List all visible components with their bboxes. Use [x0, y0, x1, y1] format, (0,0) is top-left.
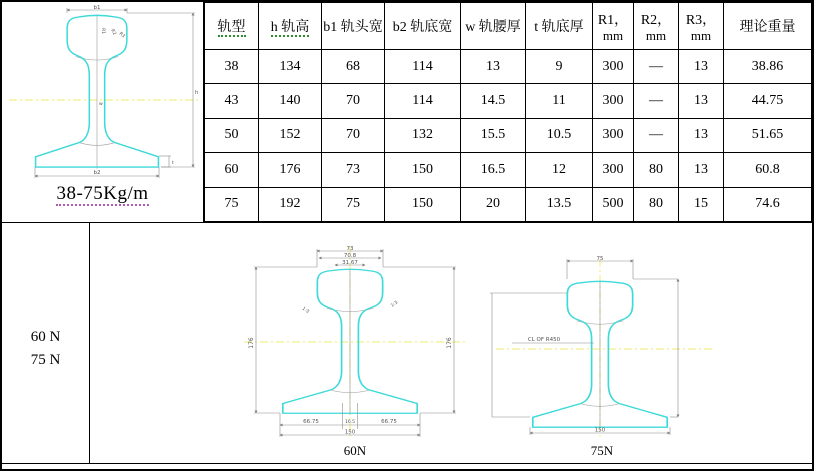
- dim-label: t: [171, 161, 174, 166]
- table-cell: 51.65: [724, 118, 812, 152]
- table-cell: —: [634, 50, 679, 84]
- col-header-2: b1 轨头宽: [322, 3, 385, 50]
- table-row: [205, 187, 812, 221]
- rail-type-label: 75 N: [30, 352, 61, 368]
- col-header-8: R3， mm: [679, 3, 724, 50]
- table-cell: 75: [322, 187, 385, 221]
- table-cell: 11: [526, 84, 593, 118]
- dim-label: 16.5: [344, 420, 356, 425]
- table-cell: 60.8: [724, 153, 812, 187]
- dim-label: R1: [99, 28, 105, 34]
- table-cell: 44.75: [724, 84, 812, 118]
- table-cell: 300: [593, 118, 634, 152]
- overview-caption: 38-75Kg/m: [56, 183, 149, 204]
- table-cell: 13: [679, 84, 724, 118]
- rail-type-list: [2, 223, 90, 463]
- table-cell: 134: [259, 50, 322, 84]
- col-header-5: t 轨底厚: [526, 3, 593, 50]
- table-cell: 12: [526, 153, 593, 187]
- col-header-4: w 轨腰厚: [461, 3, 526, 50]
- table-cell: 150: [385, 153, 461, 187]
- col-header-7: R2， mm: [634, 3, 679, 50]
- dim-label: 75: [596, 256, 604, 262]
- dim-label: 176: [248, 337, 255, 349]
- table-cell: 500: [593, 187, 634, 221]
- dim-label: 150: [344, 429, 356, 436]
- dim-label: w: [98, 102, 103, 107]
- rail-cross-section-overview: [3, 4, 203, 182]
- table-cell: 132: [385, 118, 461, 152]
- col-header-9: 理论重量: [724, 3, 812, 50]
- table-cell: 75: [205, 187, 259, 221]
- dim-label: h: [194, 90, 198, 96]
- table-row: [205, 118, 812, 152]
- bottom-band: [2, 223, 812, 464]
- dim-label: 66.75: [303, 419, 319, 425]
- dim-label: b2: [93, 170, 100, 176]
- dim-label: R2: [108, 28, 117, 37]
- dim-label: 66.75: [381, 419, 397, 425]
- dim-label: 150: [594, 427, 606, 434]
- caption-75n: 75N: [590, 443, 614, 458]
- drawings-area: [90, 223, 812, 463]
- table-cell: 300: [593, 84, 634, 118]
- table-cell: —: [634, 118, 679, 152]
- col-header-1: h 轨高: [259, 3, 322, 50]
- table-cell: 13: [679, 118, 724, 152]
- table-row: [205, 84, 812, 118]
- table-cell: 152: [259, 118, 322, 152]
- dim-label: 1:3: [390, 300, 400, 309]
- table-cell: 80: [634, 153, 679, 187]
- col-header-0: 轨型: [205, 3, 259, 50]
- col-header-6: R1， mm: [593, 3, 634, 50]
- table-cell: —: [634, 84, 679, 118]
- table-cell: 9: [526, 50, 593, 84]
- table-row: [205, 153, 812, 187]
- table-cell: 68: [322, 50, 385, 84]
- header-row: [205, 3, 812, 50]
- dim-label: 176: [446, 337, 453, 349]
- table-row: [205, 50, 812, 84]
- table-cell: 73: [322, 153, 385, 187]
- table-cell: 140: [259, 84, 322, 118]
- table-cell: 15: [679, 187, 724, 221]
- table-cell: 150: [385, 187, 461, 221]
- table-cell: 13.5: [526, 187, 593, 221]
- table-cell: 15.5: [461, 118, 526, 152]
- dim-label: 31.67: [342, 260, 358, 266]
- col-header-3: b2 轨底宽: [385, 3, 461, 50]
- dim-label: R3: [117, 31, 126, 40]
- table-cell: 192: [259, 187, 322, 221]
- dim-label: b1: [93, 5, 100, 11]
- table-cell: 70: [322, 84, 385, 118]
- table-cell: 300: [593, 50, 634, 84]
- dim-lines-60n: [254, 249, 456, 437]
- caption-60n: 60N: [343, 443, 367, 458]
- table-cell: 16.5: [461, 153, 526, 187]
- rail-drawing-60n: [240, 245, 470, 441]
- overview-drawing-cell: [2, 2, 204, 222]
- table-cell: 70: [322, 118, 385, 152]
- dim-label: 73: [346, 246, 354, 252]
- table-cell: 300: [593, 153, 634, 187]
- table-cell: 20: [461, 187, 526, 221]
- table-cell: 43: [205, 84, 259, 118]
- table-cell: 74.6: [724, 187, 812, 221]
- table-cell: 13: [679, 50, 724, 84]
- table-cell: 10.5: [526, 118, 593, 152]
- table-cell: 80: [634, 187, 679, 221]
- table-cell: 38.86: [724, 50, 812, 84]
- dim-lines-t: [159, 156, 171, 167]
- table-cell: 114: [385, 84, 461, 118]
- rail-type-label: 60 N: [30, 329, 61, 345]
- top-band: [2, 2, 812, 223]
- table-cell: 114: [385, 50, 461, 84]
- dim-label: 70.8: [343, 253, 357, 259]
- table-cell: 38: [205, 50, 259, 84]
- table-cell: 60: [205, 153, 259, 187]
- dim-label-cl-note: CL OF R450: [527, 337, 561, 343]
- dim-label: 1:3: [300, 306, 310, 315]
- table-cell: 13: [461, 50, 526, 84]
- table-cell: 14.5: [461, 84, 526, 118]
- table-cell: 13: [679, 153, 724, 187]
- dim-lines-75n: [490, 259, 678, 435]
- bottom-strip: [2, 464, 812, 468]
- rail-drawing-75n: [482, 253, 722, 439]
- dim-lines-h: [127, 13, 195, 167]
- table-cell: 176: [259, 153, 322, 187]
- table-body: [205, 50, 812, 222]
- rail-spec-table: [204, 2, 812, 222]
- table-cell: 50: [205, 118, 259, 152]
